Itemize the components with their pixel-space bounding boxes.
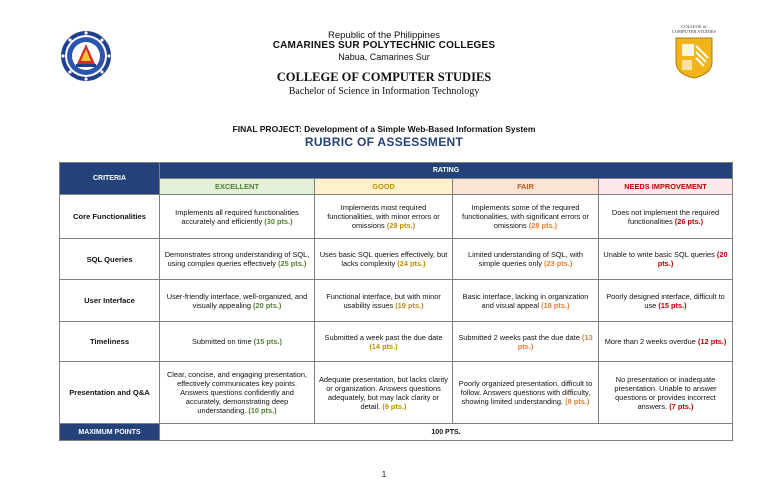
- max-points-value: 100 PTS.: [160, 424, 733, 441]
- rubric-cell: Basic interface, lacking in organization and visual appeal (18 pts.): [453, 280, 599, 322]
- rubric-cell: Clear, concise, and engaging presentation, effectively communicates key points. Answers questions confidently and accurately, demonstrating deep understanding. (10 pts.): [160, 362, 315, 424]
- table-row: [60, 195, 733, 239]
- points-value: (18 pts.): [541, 300, 570, 310]
- criterion-label: SQL Queries: [60, 239, 160, 280]
- rubric-cell: Submitted 2 weeks past the due date (13 pts.): [453, 322, 599, 362]
- points-value: (20 pts.): [657, 250, 728, 268]
- department-name: COLLEGE OF COMPUTER STUDIES: [276, 70, 492, 84]
- college-location: Nabua, Camarines Sur: [338, 52, 430, 62]
- points-value: (23 pts.): [543, 259, 573, 268]
- rubric-cell: Poorly designed interface, difficult to use (15 pts.): [599, 280, 733, 322]
- points-value: (9 pts.): [382, 401, 407, 411]
- rubric-cell: Implements some of the required functionalities, with significant errors or omissions (28 pts.): [453, 195, 599, 239]
- criterion-label: Core Functionalities: [60, 195, 160, 239]
- points-value: (8 pts.): [565, 397, 590, 406]
- points-value: (12 pts.): [697, 337, 727, 346]
- table-row: [60, 322, 733, 362]
- rubric-cell: Poorly organized presentation, difficult to follow. Answers questions with difficulty, showing limited understanding. (8 pts.): [453, 362, 599, 424]
- criterion-label: Presentation and Q&A: [60, 362, 160, 424]
- ccs-logo-text-2: COMPUTER STUDIES: [671, 29, 717, 34]
- table-row: [60, 280, 733, 322]
- rubric-cell: Does not implement the required functionalities (26 pts.): [599, 195, 733, 239]
- points-value: (7 pts.): [669, 401, 694, 411]
- rubric-cell: User-friendly interface, well-organized, and visually appealing (20 pts.): [160, 280, 315, 322]
- table-row: [60, 362, 733, 424]
- page-number: 1: [381, 470, 387, 479]
- rubric-title: RUBRIC OF ASSESSMENT: [304, 135, 464, 149]
- points-value: (28 pts.): [528, 221, 558, 230]
- points-value: (24 pts.): [397, 259, 426, 268]
- rubric-table: [59, 162, 733, 441]
- max-points-label: MAXIMUM POINTS: [60, 424, 160, 441]
- points-value: (10 pts.): [248, 406, 277, 415]
- points-value: (15 pts.): [658, 300, 687, 310]
- rubric-cell: Submitted a week past the due date (14 pts.): [315, 322, 453, 362]
- republic-line: Republic of the Philippines: [328, 30, 440, 41]
- program-name: Bachelor of Science in Information Technology: [288, 86, 480, 97]
- points-value: (25 pts.): [278, 259, 307, 268]
- criteria-header: CRITERIA: [60, 163, 160, 195]
- criterion-label: Timeliness: [60, 322, 160, 362]
- rubric-cell: Limited understanding of SQL, with simple queries only (23 pts.): [453, 239, 599, 280]
- rubric-cell: Implements all required functionalities accurately and efficiently (30 pts.): [160, 195, 315, 239]
- level-needs-improvement: NEEDS IMPROVEMENT: [599, 179, 733, 195]
- rubric-cell: Functional interface, but with minor usability issues (19 pts.): [315, 280, 453, 322]
- points-value: (19 pts.): [395, 300, 424, 310]
- level-good: GOOD: [315, 179, 453, 195]
- level-excellent: EXCELLENT: [160, 179, 315, 195]
- rubric-cell: Demonstrates strong understanding of SQL, using complex queries effectively (25 pts.): [160, 239, 315, 280]
- points-value: (13 pts.): [517, 332, 593, 351]
- points-value: (14 pts.): [369, 341, 398, 351]
- points-value: (26 pts.): [674, 216, 704, 226]
- points-value: (20 pts.): [253, 300, 282, 310]
- criterion-label: User Interface: [60, 280, 160, 322]
- rubric-cell: Uses basic SQL queries effectively, but lacks complexity (24 pts.): [315, 239, 453, 280]
- max-points-row: [60, 424, 733, 441]
- rubric-cell: No presentation or inadequate presentation. Unable to answer questions or provides incorrect answers. (7 pts.): [599, 362, 733, 424]
- rating-header: RATING: [160, 163, 733, 179]
- rubric-cell: More than 2 weeks overdue (12 pts.): [599, 322, 733, 362]
- rubric-cell: Submitted on time (15 pts.): [160, 322, 315, 362]
- project-title: FINAL PROJECT: Development of a Simple Web-Based Information System: [232, 124, 536, 134]
- rubric-cell: Unable to write basic SQL queries (20 pts.): [599, 239, 733, 280]
- ccs-logo-text-1: COLLEGE of: [681, 24, 707, 29]
- level-fair: FAIR: [453, 179, 599, 195]
- table-row: [60, 239, 733, 280]
- points-value: (29 pts.): [386, 221, 416, 230]
- points-value: (30 pts.): [264, 216, 293, 226]
- rubric-cell: Implements most required functionalities, with minor errors or omissions (29 pts.): [315, 195, 453, 239]
- rubric-cell: Adequate presentation, but lacks clarity or organization. Answers questions adequately, but may lack clarity or detail. (9 pts.): [315, 362, 453, 424]
- points-value: (15 pts.): [253, 337, 282, 346]
- college-name: CAMARINES SUR POLYTECHNIC COLLEGES: [272, 40, 496, 51]
